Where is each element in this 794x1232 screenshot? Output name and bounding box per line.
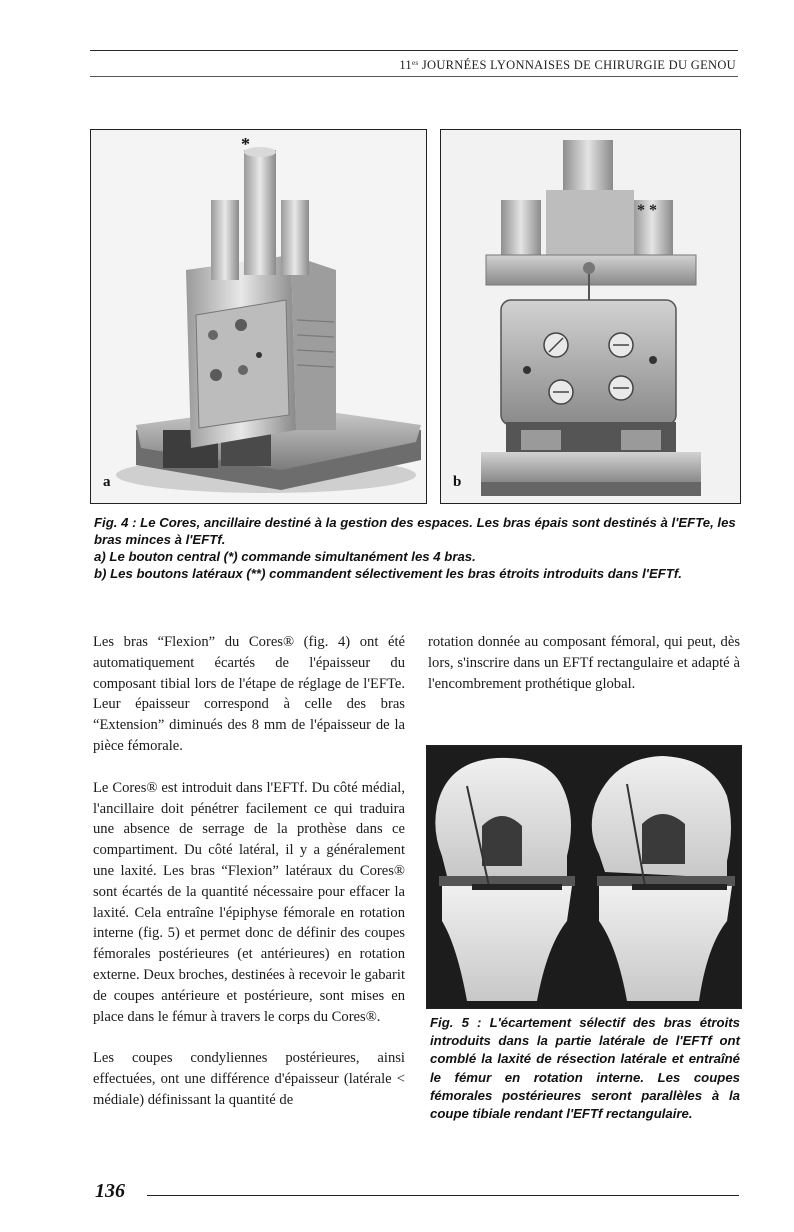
- header-ordinal: 11: [399, 58, 412, 72]
- cores-instrument-front-view: [441, 130, 740, 503]
- body-paragraph-2: Le Cores® est introduit dans l'EFTf. Du côté médial, l'ancillaire doit pénétrer facilement ce qui traduira une absence de serrage de la prothèse dans ce compartiment. Du côté latéral, il y a généralement une laxité. Les bras “Flexion” latéraux du Cores® sont écartés de la quantité nécessaire pour effacer la laxité. Cela entraîne l'épiphyse fémorale en rotation interne (fig. 5) et permet donc de définir des coupes fémorales postérieures (et antérieures) en rotation externe. Deux broches, destinées à recevoir le gabarit de coupes antérieure et postérieure, sont mises en place dans le fémur à travers le corps du Cores®.: [93, 779, 405, 1025]
- figure-5-caption: Fig. 5 : L'écartement sélectif des bras étroits introduits dans la partie latérale de l'EFTf ont comblé la laxité de résection latérale et entraîné le fémur en rotation interne. Les coupes fémorales postérieures seront parallèles à la coupe tibiale rendant l'EFTf rectangulaire.: [430, 1015, 740, 1122]
- header-title: JOURNÉES LYONNAISES DE CHIRURGIE DU GENOU: [421, 58, 736, 72]
- footer-rule: [147, 1195, 739, 1196]
- body-paragraph-right: rotation donnée au composant fémoral, qui peut, dès lors, s'inscrire dans un EFTf rectangulaire et adapté à l'encombrement prothétique global.: [428, 634, 740, 692]
- body-column-left: [93, 632, 405, 1111]
- figure-4-panel-b: [440, 129, 741, 504]
- knee-rotation-illustration: [427, 746, 741, 1008]
- page-number: 136: [95, 1180, 125, 1202]
- body-paragraph-1: Les bras “Flexion” du Cores® (fig. 4) ont été automatiquement écartés de l'épaisseur du composant tibial lors de l'étape de réglage de l'EFTe. Leur épaisseur correspond à celle des bras “Extension” diminués des 8 mm de l'épaisseur de la pièce fémorale.: [93, 634, 405, 754]
- cores-instrument-side-view: [91, 130, 426, 503]
- header-rule-top: [90, 50, 738, 51]
- figure-4-caption-line-1: Fig. 4 : Le Cores, ancillaire destiné à la gestion des espaces. Les bras épais sont destinés à l'EFTe, les bras minces à l'EFTf.: [94, 515, 736, 547]
- header-ordinal-suffix: es: [411, 59, 419, 67]
- figure-4-panel-a: [90, 129, 427, 504]
- panel-b-lateral-buttons-marker: * *: [637, 202, 657, 219]
- figure-5-image: [426, 745, 742, 1009]
- panel-letter-a: a: [103, 474, 111, 490]
- figure-4-caption: [94, 514, 744, 582]
- panel-a-central-button-marker: *: [241, 134, 250, 154]
- running-header: [399, 58, 736, 73]
- header-rule-bottom: [90, 76, 738, 77]
- figure-4-caption-line-3: b) Les boutons latéraux (**) commandent sélectivement les bras étroits introduits dans l'EFTf.: [94, 566, 682, 581]
- panel-letter-b: b: [453, 474, 462, 490]
- figure-4-caption-line-2: a) Le bouton central (*) commande simultanément les 4 bras.: [94, 549, 476, 564]
- body-paragraph-3: Les coupes condyliennes postérieures, ainsi effectuées, ont une différence d'épaisseur (latérale < médiale) définissant la quantité de: [93, 1050, 405, 1108]
- body-column-right: [428, 632, 740, 694]
